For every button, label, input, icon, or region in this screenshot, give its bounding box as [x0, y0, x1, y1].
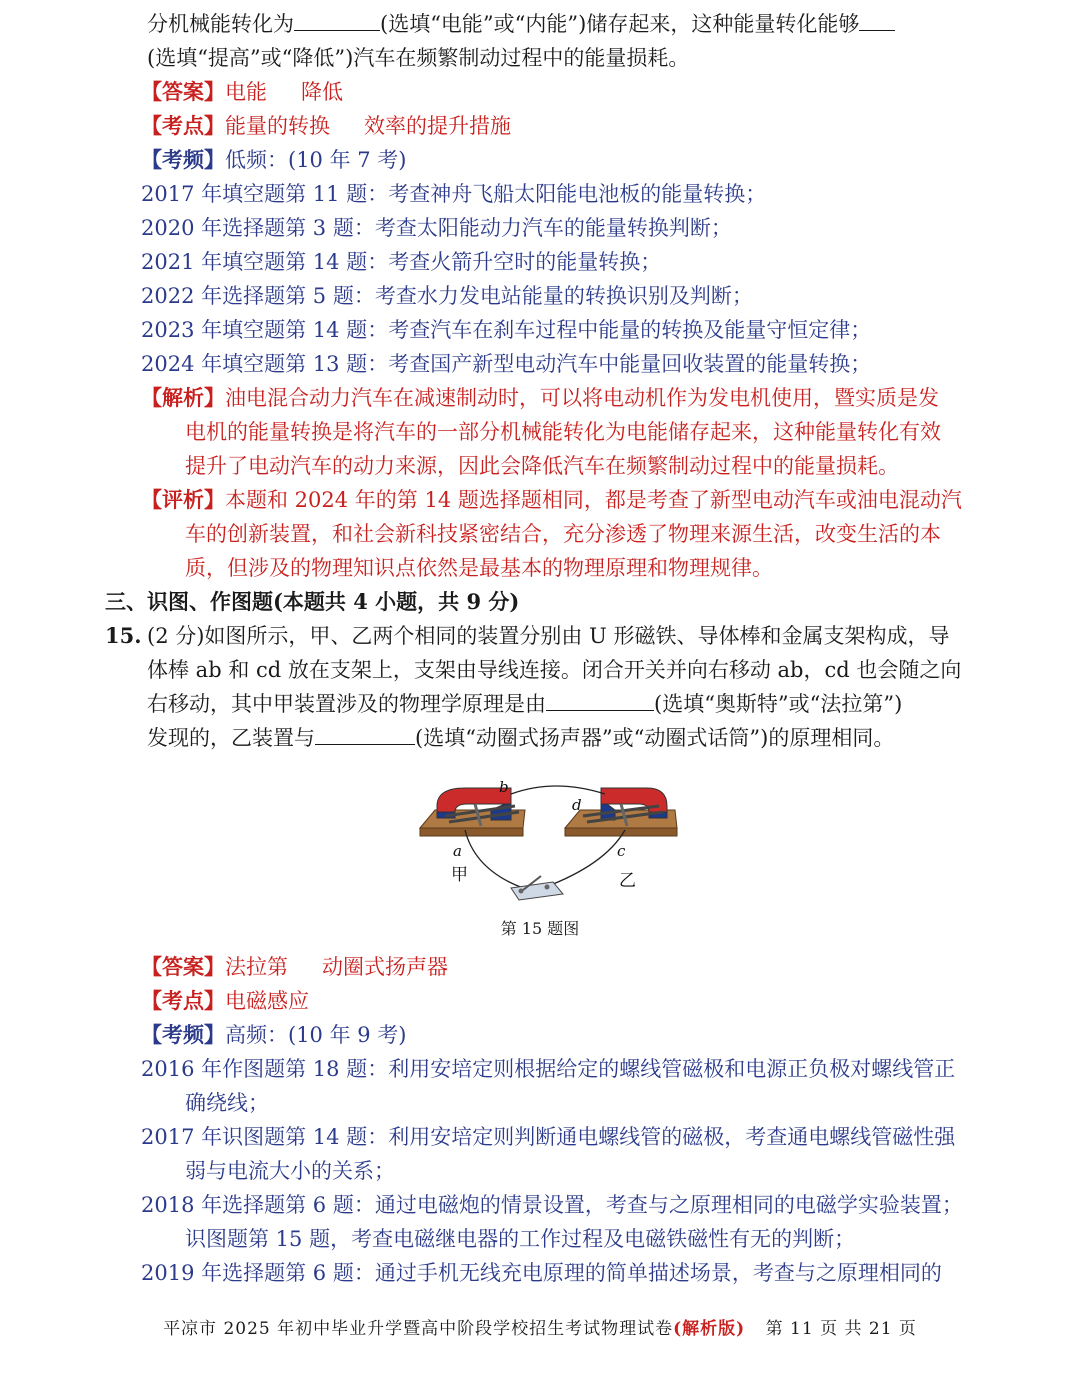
q14-line-1: 分机械能转化为 (选填“电能”或“内能”)储存起来，这种能量转化能够	[147, 9, 895, 39]
section-heading: 三、识图、作图题(本题共 4 小题，共 9 分)	[105, 589, 520, 614]
q15-line-1: 15. (2 分)如图所示，甲、乙两个相同的装置分别由 U 形磁铁、导体棒和金属支架构成，导	[105, 621, 949, 651]
history-item: 2017 年填空题第 11 题：考查神舟飞船太阳能电池板的能量转换；	[141, 182, 767, 206]
q14-frequency: 【考频】低频：(10 年 7 考)	[141, 147, 407, 172]
label-yi: 乙	[619, 871, 636, 891]
q14-analysis-line-3: 提升了电动汽车的动力来源，因此会降低汽车在频繁制动过程中的能量损耗。	[185, 454, 899, 478]
answer-blank	[859, 10, 895, 31]
history-item-cont: 识图题第 15 题，考查电磁继电器的工作过程及电磁铁磁性有无的判断；	[185, 1227, 856, 1251]
history-item: 2021 年填空题第 14 题：考查火箭升空时的能量转换；	[141, 250, 662, 274]
q15-line-4: 发现的，乙装置与 (选填“动圈式扬声器”或“动圈式话筒”)的原理相同。	[147, 726, 895, 750]
page-number: 第 11 页 共 21 页	[765, 1319, 917, 1339]
history-item: 2023 年填空题第 14 题：考查汽车在刹车过程中能量的转换及能量守恒定律；	[141, 318, 872, 342]
history-item: 2022 年选择题第 5 题：考查水力发电站能量的转换识别及判断；	[141, 284, 753, 308]
question-number: 15.	[105, 623, 142, 648]
history-item: 2018 年选择题第 6 题：通过电磁炮的情景设置，考查与之原理相同的电磁学实验装置；	[141, 1193, 963, 1217]
answer-blank	[546, 690, 654, 711]
label-b: b	[499, 778, 509, 796]
experiment-figure	[415, 770, 685, 920]
label-jia: 甲	[451, 865, 468, 885]
q14-line-2: (选填“提高”或“降低”)汽车在频繁制动过程中的能量损耗。	[147, 46, 690, 70]
history-item: 2024 年填空题第 13 题：考查国产新型电动汽车中能量回收装置的能量转换；	[141, 352, 872, 376]
history-item: 2017 年识图题第 14 题：利用安培定则判断通电螺线管的磁极，考查通电螺线管磁性强	[141, 1125, 956, 1149]
q14-points: 【考点】能量的转换 效率的提升措施	[141, 113, 511, 138]
q15-line-3: 右移动，其中甲装置涉及的物理学原理是由 (选填“奥斯特”或“法拉第”)	[147, 692, 903, 716]
q14-comment-line-2: 车的创新装置，和社会新科技紧密结合，充分渗透了物理来源生活，改变生活的本	[185, 522, 941, 546]
q15-answer: 【答案】法拉第 动圈式扬声器	[141, 954, 448, 979]
history-item-cont: 确绕线；	[185, 1091, 269, 1115]
wire	[511, 786, 605, 794]
q15-frequency: 【考频】高频：(10 年 9 考)	[141, 1022, 407, 1047]
q14-comment: 【评析】本题和 2024 年的第 14 题选择题相同，都是考查了新型电动汽车或油电混动汽	[141, 487, 962, 512]
figure-caption: 第 15 题图	[500, 919, 580, 938]
q15-line-2: 体棒 ab 和 cd 放在支架上，支架由导线连接。闭合开关并向右移动 ab，cd 也会随之向	[147, 658, 962, 682]
wire	[465, 830, 523, 888]
history-item: 2020 年选择题第 3 题：考查太阳能动力汽车的能量转换判断；	[141, 216, 732, 240]
label-a: a	[453, 842, 462, 860]
answer-blank	[294, 10, 380, 31]
q15-points: 【考点】电磁感应	[141, 988, 309, 1013]
q14-comment-line-3: 质，但涉及的物理知识点依然是最基本的物理原理和物理规律。	[185, 556, 773, 580]
history-item-cont: 弱与电流大小的关系；	[185, 1159, 395, 1183]
q14-analysis-line-2: 电机的能量转换是将汽车的一部分机械能转化为电能储存起来，这种能量转化有效	[185, 420, 941, 444]
history-item: 2019 年选择题第 6 题：通过手机无线充电原理的简单描述场景，考查与之原理相同的	[141, 1261, 942, 1285]
page-footer: 平凉市 2025 年初中毕业升学暨高中阶段学校招生考试物理试卷(解析版) 第 11 页 共 21 页	[163, 1319, 917, 1339]
q14-analysis: 【解析】油电混合动力汽车在减速制动时，可以将电动机作为发电机使用，暨实质是发	[141, 385, 939, 410]
label-d: d	[572, 796, 582, 814]
answer-blank	[315, 724, 415, 745]
wire	[543, 830, 625, 888]
label-c: c	[617, 842, 626, 860]
q14-answer: 【答案】电能 降低	[141, 79, 343, 104]
history-item: 2016 年作图题第 18 题：利用安培定则根据给定的螺线管磁极和电源正负极对螺线管正	[141, 1057, 956, 1081]
